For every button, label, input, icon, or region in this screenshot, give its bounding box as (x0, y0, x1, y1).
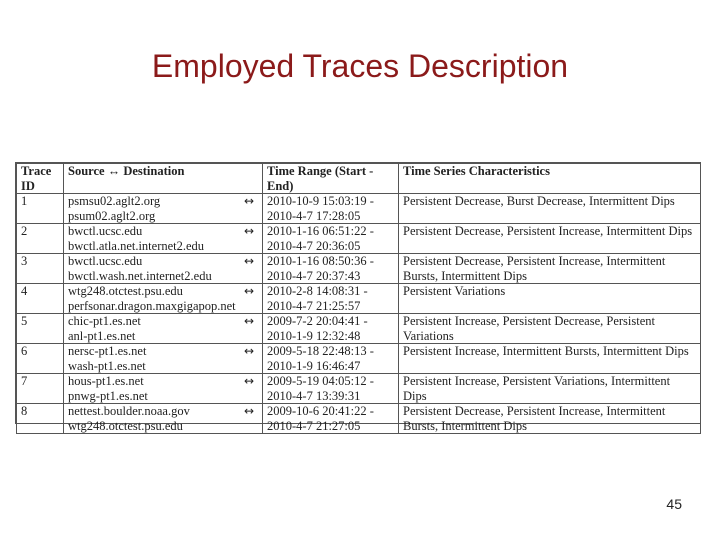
destination-host: psum02.aglt2.org (68, 208, 156, 223)
header-trace-id: Trace ID (17, 164, 64, 194)
characteristics-cell: Persistent Increase, Intermittent Bursts, Intermittent Dips (399, 344, 701, 374)
start-time: 2010-1-16 08:50:36 - (267, 254, 374, 268)
time-range-cell (263, 224, 399, 254)
trace-id-cell: 1 (17, 194, 64, 224)
header-source-destination: Source ↔ Destination (64, 164, 263, 194)
table-row (17, 374, 701, 404)
trace-id-cell: 8 (17, 404, 64, 434)
start-time: 2009-10-6 20:41:22 - (267, 404, 374, 418)
time-range-cell (263, 284, 399, 314)
characteristics-cell: Persistent Variations (399, 284, 701, 314)
destination-host: wash-pt1.es.net (68, 358, 146, 373)
table-row (17, 254, 701, 284)
page-number: 45 (666, 496, 682, 512)
start-time: 2009-5-19 04:05:12 - (267, 374, 374, 388)
time-range-cell (263, 344, 399, 374)
bidirectional-arrow-icon: ↔ (243, 344, 254, 358)
end-time: 2010-4-7 20:36:05 (267, 238, 361, 253)
source-host: nersc-pt1.es.net (68, 344, 147, 358)
table-row (17, 224, 701, 254)
end-time: 2010-4-7 21:25:57 (267, 298, 361, 313)
start-time: 2010-1-16 06:51:22 - (267, 224, 374, 238)
source-destination-cell (64, 194, 263, 224)
table-row (17, 404, 701, 434)
trace-id-cell: 2 (17, 224, 64, 254)
source-destination-cell (64, 344, 263, 374)
destination-host: wtg248.otctest.psu.edu (68, 418, 183, 433)
header-time-range: Time Range (Start - End) (263, 164, 399, 194)
source-host: bwctl.ucsc.edu (68, 254, 143, 268)
time-range-cell (263, 404, 399, 434)
bidirectional-arrow-icon: ↔ (243, 194, 254, 208)
bidirectional-arrow-icon: ↔ (243, 254, 254, 268)
table-header-row (17, 164, 701, 194)
source-destination-cell (64, 284, 263, 314)
trace-id-cell: 5 (17, 314, 64, 344)
source-host: nettest.boulder.noaa.gov (68, 404, 190, 418)
end-time: 2010-4-7 13:39:31 (267, 388, 361, 403)
end-time: 2010-1-9 16:46:47 (267, 358, 361, 373)
characteristics-cell: Persistent Increase, Persistent Variations, Intermittent Dips (399, 374, 701, 404)
source-host: bwctl.ucsc.edu (68, 224, 143, 238)
traces-table (16, 163, 701, 434)
source-destination-cell (64, 314, 263, 344)
slide-title: Employed Traces Description (151, 48, 569, 84)
source-destination-cell (64, 404, 263, 434)
start-time: 2010-10-9 15:03:19 - (267, 194, 374, 208)
destination-host: pnwg-pt1.es.net (68, 388, 148, 403)
time-range-cell (263, 254, 399, 284)
characteristics-cell: Persistent Decrease, Persistent Increase, Intermittent Dips (399, 224, 701, 254)
table-row (17, 314, 701, 344)
destination-host: bwctl.wash.net.internet2.edu (68, 268, 212, 283)
characteristics-cell: Persistent Increase, Persistent Decrease, Persistent Variations (399, 314, 701, 344)
characteristics-cell: Persistent Decrease, Burst Decrease, Intermittent Dips (399, 194, 701, 224)
time-range-cell (263, 194, 399, 224)
source-host: hous-pt1.es.net (68, 374, 144, 388)
bidirectional-arrow-icon: ↔ (243, 404, 254, 418)
end-time: 2010-4-7 21:27:05 (267, 418, 361, 433)
source-host: wtg248.otctest.psu.edu (68, 284, 183, 298)
time-range-cell (263, 314, 399, 344)
destination-host: bwctl.atla.net.internet2.edu (68, 238, 205, 253)
start-time: 2009-7-2 20:04:41 - (267, 314, 368, 328)
end-time: 2010-4-7 17:28:05 (267, 208, 361, 223)
trace-id-cell: 3 (17, 254, 64, 284)
destination-host: anl-pt1.es.net (68, 328, 136, 343)
start-time: 2010-2-8 14:08:31 - (267, 284, 368, 298)
bidirectional-arrow-icon: ↔ (243, 314, 254, 328)
characteristics-cell: Persistent Decrease, Persistent Increase, Intermittent Bursts, Intermittent Dips (399, 254, 701, 284)
trace-id-cell: 7 (17, 374, 64, 404)
end-time: 2010-1-9 12:32:48 (267, 328, 361, 343)
traces-table-container (15, 162, 701, 433)
start-time: 2009-5-18 22:48:13 - (267, 344, 374, 358)
source-destination-cell (64, 224, 263, 254)
source-host: chic-pt1.es.net (68, 314, 141, 328)
characteristics-cell: Persistent Decrease, Persistent Increase, Intermittent Bursts, Intermittent Dips (399, 404, 701, 434)
table-row (17, 344, 701, 374)
bidirectional-arrow-icon: ↔ (243, 284, 254, 298)
table-row (17, 194, 701, 224)
end-time: 2010-4-7 20:37:43 (267, 268, 361, 283)
source-destination-cell (64, 374, 263, 404)
source-destination-cell (64, 254, 263, 284)
table-body (17, 194, 701, 434)
header-characteristics: Time Series Characteristics (399, 164, 701, 194)
destination-host: perfsonar.dragon.maxgigapop.net (68, 298, 236, 313)
trace-id-cell: 4 (17, 284, 64, 314)
table-row (17, 284, 701, 314)
source-host: psmsu02.aglt2.org (68, 194, 161, 208)
time-range-cell (263, 374, 399, 404)
bidirectional-arrow-icon: ↔ (243, 374, 254, 388)
bidirectional-arrow-icon: ↔ (243, 224, 254, 238)
trace-id-cell: 6 (17, 344, 64, 374)
